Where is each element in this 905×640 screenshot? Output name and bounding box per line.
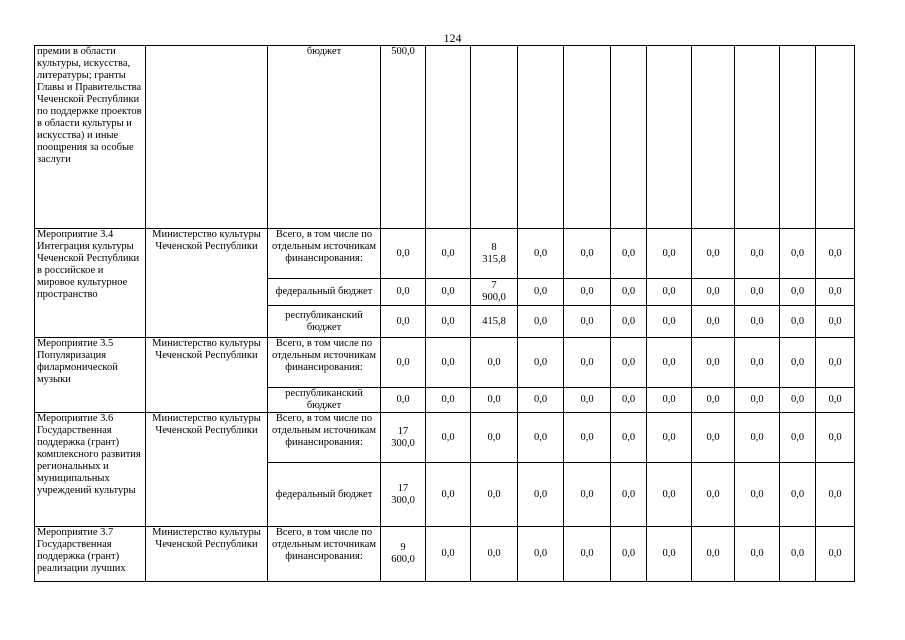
value-cell <box>692 46 735 229</box>
value-cell: 0,0 <box>647 338 692 388</box>
table-row <box>35 46 855 229</box>
value-cell: 0,0 <box>611 306 647 338</box>
value-cell: 0,0 <box>381 306 426 338</box>
table-row <box>35 527 855 582</box>
value-cell: 0,0 <box>647 413 692 463</box>
value-cell: 0,0 <box>816 338 855 388</box>
value-cell <box>426 46 471 229</box>
executor-cell <box>146 46 268 229</box>
value-cell: 0,0 <box>692 279 735 306</box>
measure-name-cell: Мероприятие 3.5 Популяризация филармонической музыки <box>35 338 146 413</box>
value-cell: 0,0 <box>471 463 518 527</box>
value-cell: 0,0 <box>692 306 735 338</box>
value-cell: 0,0 <box>780 463 816 527</box>
funding-source-cell: Всего, в том числе по отдельным источникам финансирования: <box>268 527 381 582</box>
measure-name-cell: премии в области культуры, искусства, литературы; гранты Главы и Правительства Чеченской Республики по поддержке проектов в области культуры и искусства) и иные поощрения за особые заслуги <box>35 46 146 229</box>
value-cell: 0,0 <box>471 527 518 582</box>
value-cell: 0,0 <box>381 279 426 306</box>
value-cell: 0,0 <box>692 463 735 527</box>
value-cell: 0,0 <box>426 527 471 582</box>
value-cell: 0,0 <box>518 527 564 582</box>
value-cell: 0,0 <box>426 413 471 463</box>
value-cell <box>611 46 647 229</box>
value-cell: 0,0 <box>381 229 426 279</box>
value-cell: 0,0 <box>611 463 647 527</box>
value-cell <box>564 46 611 229</box>
table-row <box>35 413 855 463</box>
value-cell: 0,0 <box>564 388 611 413</box>
executor-cell: Министерство культуры Чеченской Республики <box>146 229 268 338</box>
value-cell: 0,0 <box>780 338 816 388</box>
value-cell <box>735 46 780 229</box>
value-cell: 0,0 <box>735 306 780 338</box>
value-cell: 500,0 <box>381 46 426 229</box>
value-cell: 0,0 <box>518 338 564 388</box>
value-cell: 0,0 <box>735 413 780 463</box>
value-cell: 0,0 <box>816 388 855 413</box>
value-cell: 0,0 <box>780 306 816 338</box>
value-cell: 0,0 <box>735 279 780 306</box>
funding-source-cell: федеральный бюджет <box>268 279 381 306</box>
value-cell: 0,0 <box>426 279 471 306</box>
value-cell: 0,0 <box>735 388 780 413</box>
value-cell: 0,0 <box>611 413 647 463</box>
value-cell: 0,0 <box>735 463 780 527</box>
table-row <box>35 338 855 388</box>
value-cell: 0,0 <box>816 413 855 463</box>
value-cell: 17 300,0 <box>381 413 426 463</box>
value-cell: 0,0 <box>381 388 426 413</box>
value-cell: 0,0 <box>564 279 611 306</box>
value-cell: 0,0 <box>426 388 471 413</box>
value-cell: 0,0 <box>816 527 855 582</box>
value-cell: 0,0 <box>816 463 855 527</box>
executor-cell: Министерство культуры Чеченской Республики <box>146 338 268 413</box>
value-cell: 0,0 <box>780 388 816 413</box>
value-cell <box>816 46 855 229</box>
funding-source-cell: Всего, в том числе по отдельным источникам финансирования: <box>268 229 381 279</box>
value-cell: 0,0 <box>647 527 692 582</box>
financing-table <box>34 45 855 582</box>
funding-source-cell: Всего, в том числе по отдельным источникам финансирования: <box>268 338 381 388</box>
value-cell: 0,0 <box>518 463 564 527</box>
value-cell: 0,0 <box>611 388 647 413</box>
funding-source-cell: федеральный бюджет <box>268 463 381 527</box>
value-cell: 7 900,0 <box>471 279 518 306</box>
measure-name-cell: Мероприятие 3.6 Государственная поддержка (грант) комплексного развития региональных и муниципальных учреждений культуры <box>35 413 146 527</box>
value-cell: 0,0 <box>564 463 611 527</box>
value-cell: 0,0 <box>518 229 564 279</box>
value-cell: 0,0 <box>426 338 471 388</box>
value-cell: 0,0 <box>471 413 518 463</box>
value-cell: 0,0 <box>692 388 735 413</box>
value-cell: 415,8 <box>471 306 518 338</box>
value-cell: 0,0 <box>518 279 564 306</box>
value-cell: 0,0 <box>692 413 735 463</box>
page-number: 124 <box>443 31 462 45</box>
value-cell: 17 300,0 <box>381 463 426 527</box>
value-cell <box>518 46 564 229</box>
value-cell: 0,0 <box>647 306 692 338</box>
value-cell: 0,0 <box>780 527 816 582</box>
value-cell: 0,0 <box>564 527 611 582</box>
funding-source-cell: республиканский бюджет <box>268 388 381 413</box>
value-cell: 0,0 <box>518 388 564 413</box>
value-cell: 0,0 <box>816 229 855 279</box>
value-cell: 0,0 <box>471 338 518 388</box>
value-cell: 0,0 <box>780 229 816 279</box>
value-cell <box>471 46 518 229</box>
measure-name-cell: Мероприятие 3.7 Государственная поддержка (грант) реализации лучших <box>35 527 146 582</box>
table-row <box>35 229 855 279</box>
value-cell: 0,0 <box>735 527 780 582</box>
value-cell: 0,0 <box>611 527 647 582</box>
value-cell: 0,0 <box>564 229 611 279</box>
value-cell: 0,0 <box>564 338 611 388</box>
value-cell: 0,0 <box>564 413 611 463</box>
funding-source-cell: бюджет <box>268 46 381 229</box>
value-cell: 0,0 <box>780 279 816 306</box>
value-cell: 0,0 <box>426 463 471 527</box>
measure-name-cell: Мероприятие 3.4 Интеграция культуры Чеченской Республики в российское и мировое культурное пространство <box>35 229 146 338</box>
value-cell: 0,0 <box>426 229 471 279</box>
value-cell: 0,0 <box>564 306 611 338</box>
value-cell: 0,0 <box>692 338 735 388</box>
value-cell: 0,0 <box>647 463 692 527</box>
value-cell: 0,0 <box>611 279 647 306</box>
funding-source-cell: Всего, в том числе по отдельным источникам финансирования: <box>268 413 381 463</box>
value-cell: 0,0 <box>647 279 692 306</box>
value-cell: 0,0 <box>471 388 518 413</box>
executor-cell: Министерство культуры Чеченской Республики <box>146 413 268 527</box>
value-cell: 0,0 <box>780 413 816 463</box>
value-cell <box>647 46 692 229</box>
value-cell: 0,0 <box>692 229 735 279</box>
value-cell: 0,0 <box>816 279 855 306</box>
value-cell: 0,0 <box>692 527 735 582</box>
value-cell: 8 315,8 <box>471 229 518 279</box>
value-cell: 0,0 <box>518 413 564 463</box>
value-cell: 0,0 <box>518 306 564 338</box>
value-cell: 0,0 <box>647 388 692 413</box>
funding-source-cell: республиканский бюджет <box>268 306 381 338</box>
value-cell: 0,0 <box>611 338 647 388</box>
value-cell: 0,0 <box>647 229 692 279</box>
value-cell: 0,0 <box>381 338 426 388</box>
value-cell: 0,0 <box>426 306 471 338</box>
value-cell: 9 600,0 <box>381 527 426 582</box>
value-cell: 0,0 <box>816 306 855 338</box>
value-cell: 0,0 <box>735 338 780 388</box>
value-cell: 0,0 <box>735 229 780 279</box>
executor-cell: Министерство культуры Чеченской Республики <box>146 527 268 582</box>
value-cell: 0,0 <box>611 229 647 279</box>
value-cell <box>780 46 816 229</box>
